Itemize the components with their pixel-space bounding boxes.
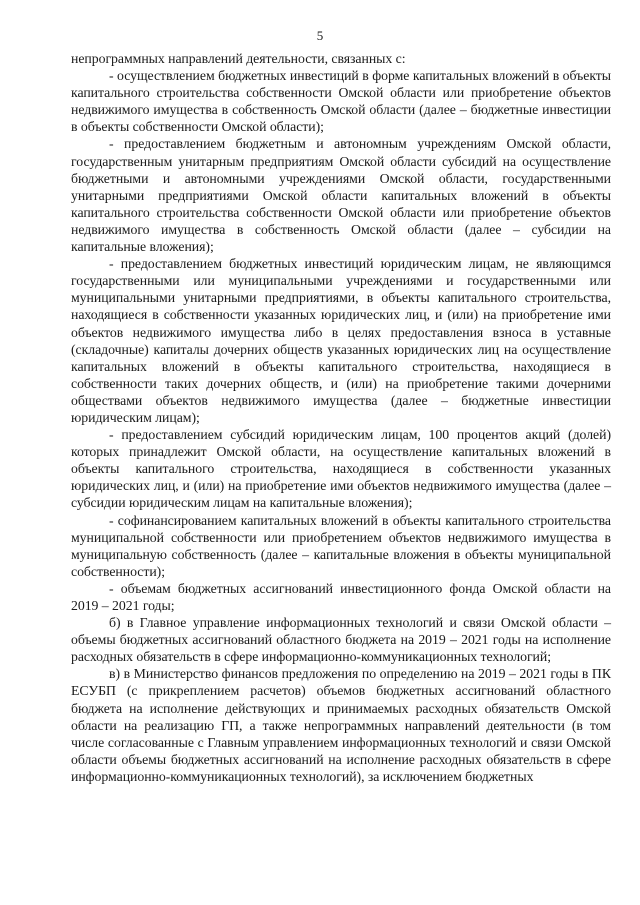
page-number: 5 [316,28,324,43]
paragraph: - софинансированием капитальных вложений в объекты капитального строительства муниципальной собственности или приобретением объектов недвижимого имущества в муниципальную собственность (далее – капитальные вложения в объекты муниципальной собственности); [71,512,611,579]
paragraph: - предоставлением субсидий юридическим лицам, 100 процентов акций (долей) которых принадлежит Омской области, на осуществление капитальных вложений в объекты капитального строительства, находящиеся в собственности указанных юридических лиц, и (или) на приобретение ими объектов недвижимого имущества (далее – субсидии юридическим лицам на капитальные вложения); [71,427,611,511]
paragraph: - предоставлением бюджетных инвестиций юридическим лицам, не являющимся государственными или муниципальными учреждениями и государственными или муниципальными унитарными предприятиями, в объекты капитального строительства, находящиеся в собственности указанных юридических лиц, и (или) на приобретение ими объектов недвижимого имущества либо в целях предоставления взноса в уставные (складочные) капиталы дочерних обществ указанных юридических лиц на осуществление капитальных вложений в объекты капитального строительства, находящиеся в собственности таких дочерних обществ, и (или) на приобретение такими дочерними обществами объектов недвижимого имущества (далее – бюджетные инвестиции юридическим лицам); [71,256,611,425]
document-body [71,50,611,785]
paragraph: - осуществлением бюджетных инвестиций в форме капитальных вложений в объекты капитального строительства собственности Омской области или приобретение объектов недвижимого имущества в собственность Омской области (далее – бюджетные инвестиции в объекты собственности Омской области); [71,68,611,135]
paragraph: - предоставлением бюджетным и автономным учреждениям Омской области, государственным унитарным предприятиям Омской области субсидий на осуществление бюджетными и автономными учреждениями Омской области, государственными унитарными предприятиями Омской области капитальных вложений в объекты капитального строительства собственности Омской области или приобретение объектов недвижимого имущества в собственность Омской области (далее – субсидии на капитальные вложения); [71,136,611,255]
paragraph: - объемам бюджетных ассигнований инвестиционного фонда Омской области на 2019 – 2021 годы; [71,580,611,613]
paragraph: непрограммных направлений деятельности, связанных с: [71,51,406,66]
paragraph: б) в Главное управление информационных технологий и связи Омской области – объемы бюджетных ассигнований областного бюджета на 2019 – 2021 годы на исполнение расходных обязательств в сфере информационно-коммуникационных технологий; [71,615,611,665]
paragraph: в) в Министерство финансов предложения по определению на 2019 – 2021 годы в ПК ЕСУБП (с прикреплением расчетов) объемов бюджетных ассигнований областного бюджета на исполнение действующих и принимаемых расходных обязательств Омской области на реализацию ГП, а также непрограммных направлений деятельности (в том числе согласованные с Главным управлением информационных технологий и связи Омской области объемы бюджетных ассигнований на исполнение расходных обязательств в сфере информационно-коммуникационных технологий), за исключением бюджетных [71,666,611,784]
